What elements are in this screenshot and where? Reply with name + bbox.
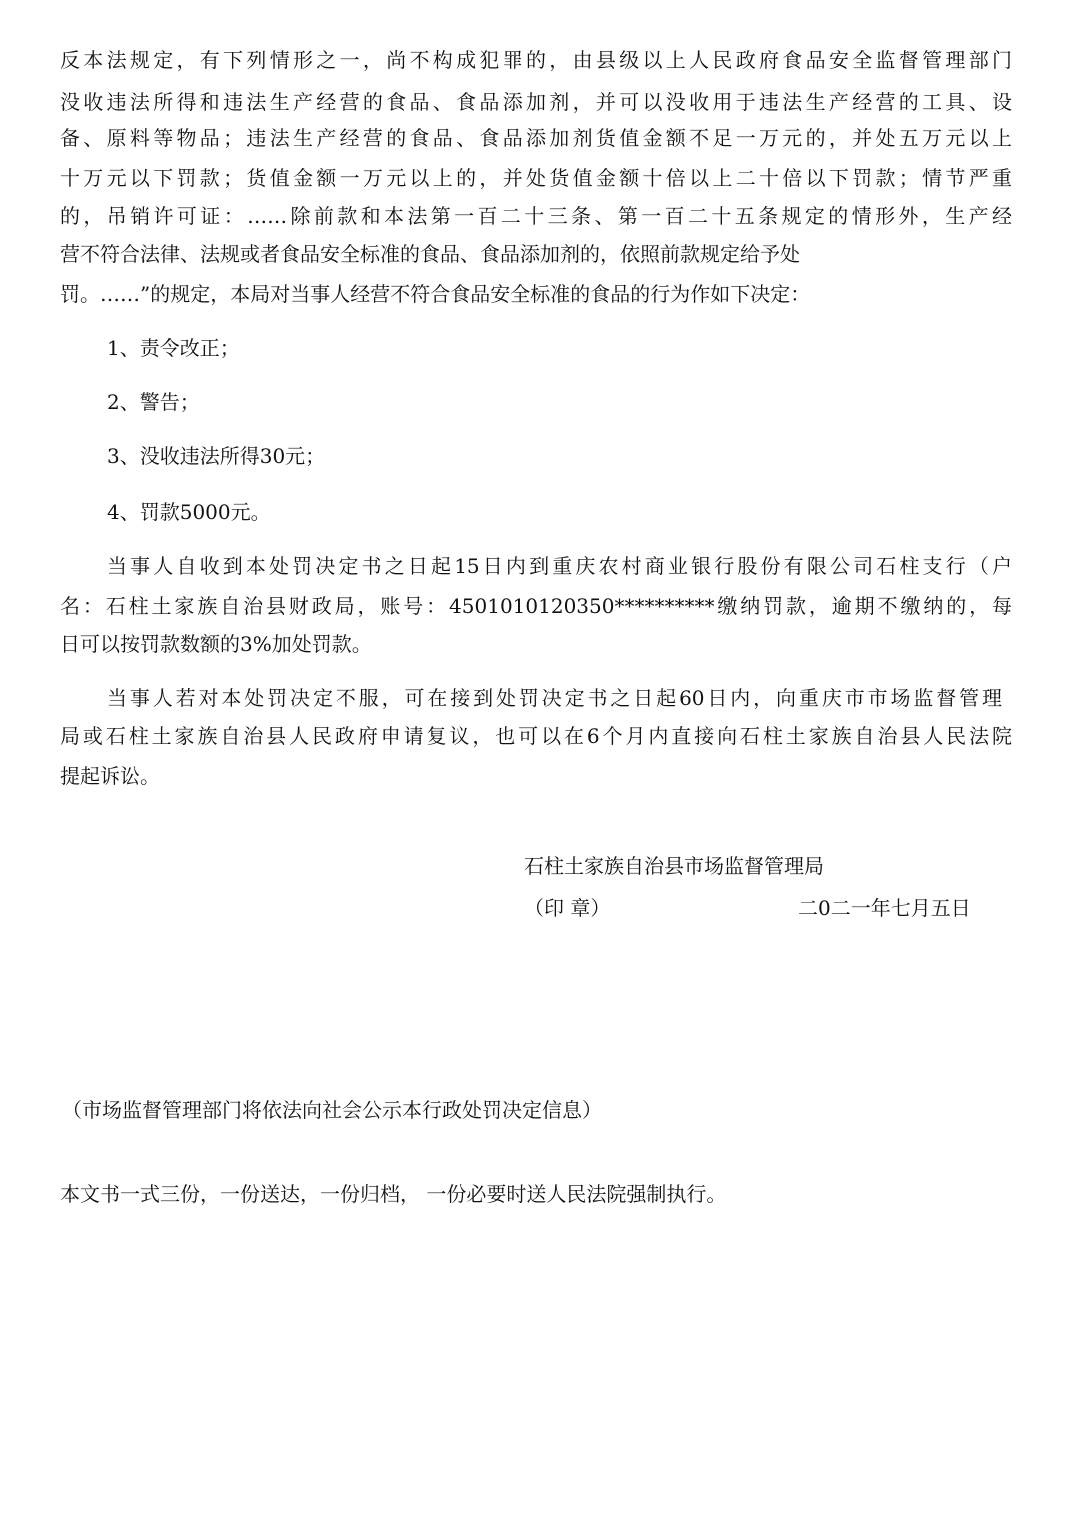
seal-placeholder: （印 章） [524, 896, 611, 920]
paragraph-line: 当事人若对本处罚决定不服，可在接到处罚决定书之日起60日内，向重庆市市场监督管理 [107, 686, 1002, 710]
paragraph-line: 十万元以下罚款；货值金额一万元以上的，并处货值金额十倍以上二十倍以下罚款；情节严重 [60, 166, 1012, 190]
paragraph-line: 罚。……”的规定，本局对当事人经营不符合食品安全标准的食品的行为作如下决定： [60, 282, 811, 306]
issuing-authority: 石柱土家族自治县市场监督管理局 [524, 854, 824, 878]
paragraph-line: 营不符合法律、法规或者食品安全标准的食品、食品添加剂的，依照前款规定给予处 [60, 242, 800, 266]
decision-item: 1、责令改正； [107, 336, 240, 360]
decision-item: 3、没收违法所得30元； [107, 444, 326, 468]
paragraph-line: 提起诉讼。 [60, 764, 160, 788]
paragraph-line: 的，吊销许可证：……除前款和本法第一百二十三条、第一百二十五条规定的情形外，生产经 [60, 204, 1012, 228]
copies-note: 本文书一式三份，一份送达，一份归档， 一份必要时送人民法院强制执行。 [60, 1182, 727, 1206]
paragraph-line: 没收违法所得和违法生产经营的食品、食品添加剂，并可以没收用于违法生产经营的工具、设 [60, 90, 1012, 114]
paragraph-line: 局或石柱土家族自治县人民政府申请复议，也可以在6个月内直接向石柱土家族自治县人民法院 [60, 724, 1012, 748]
paragraph-line: 备、原料等物品；违法生产经营的食品、食品添加剂货值金额不足一万元的，并处五万元以上 [60, 126, 1012, 150]
paragraph-line: 日可以按罚款数额的3%加处罚款。 [60, 632, 372, 656]
public-notice: （市场监督管理部门将依法向社会公示本行政处罚决定信息） [62, 1098, 602, 1122]
decision-item: 2、警告； [107, 390, 200, 414]
paragraph-line: 名：石柱土家族自治县财政局，账号：4501010120350**********缴纳罚款，逾期不缴纳的，每 [60, 594, 1012, 618]
issue-date: 二0二一年七月五日 [798, 896, 971, 920]
paragraph-line: 反本法规定，有下列情形之一，尚不构成犯罪的，由县级以上人民政府食品安全监督管理部门 [60, 48, 1012, 72]
paragraph-line: 当事人自收到本处罚决定书之日起15日内到重庆农村商业银行股份有限公司石柱支行（户 [107, 554, 1012, 578]
decision-item: 4、罚款5000元。 [107, 500, 271, 524]
